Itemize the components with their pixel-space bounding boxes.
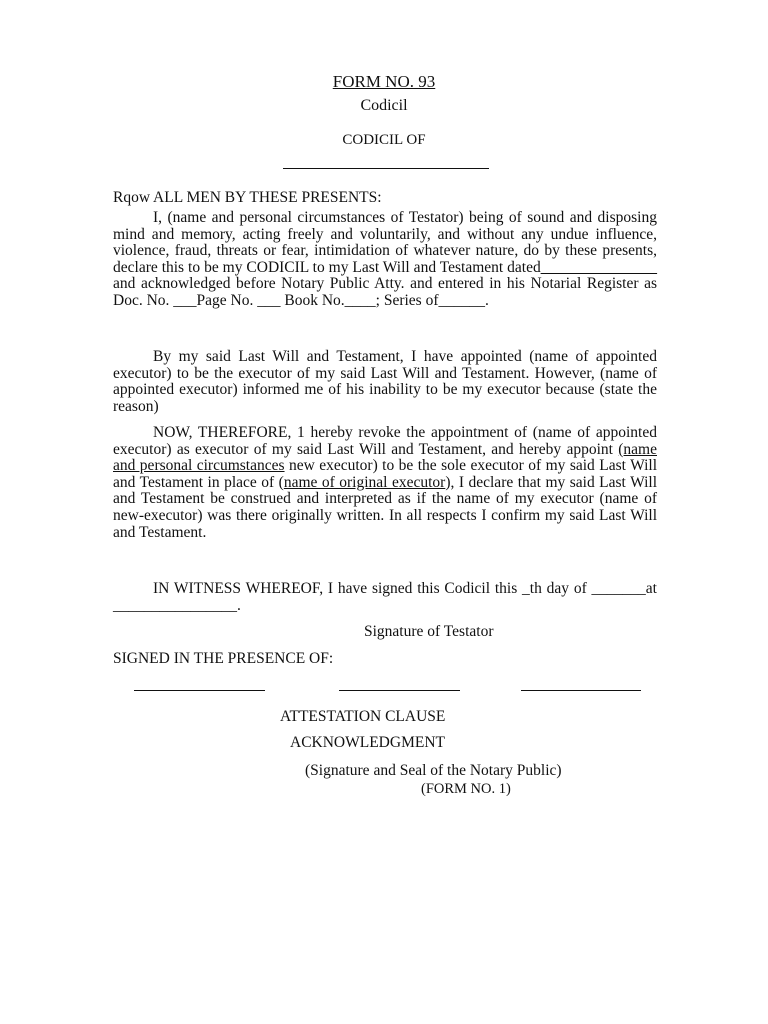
paragraph-appointment: By my said Last Will and Testament, I have appointed (name of appointed executor) to be the executor of my said Last Will and Testament. However, (name of appointed executor) informed me of his inability to be my executor because (state the reason) [113, 348, 657, 415]
witness-signature-line-3 [521, 690, 641, 691]
codicil-name-blank-line [283, 168, 489, 169]
greeting-line: Rqow ALL MEN BY THESE PRESENTS: [113, 189, 382, 206]
new-executor-underlined: (name and personal circumstances [113, 440, 657, 475]
notary-signature-label: (Signature and Seal of the Notary Public) [305, 762, 562, 779]
signed-in-presence-label: SIGNED IN THE PRESENCE OF: [113, 650, 334, 667]
paragraph-revocation [113, 425, 657, 541]
acknowledgment-heading: ACKNOWLEDGMENT [290, 734, 445, 751]
doc-no-blank: ___ [173, 291, 197, 309]
revocation-text-1: NOW, THEREFORE, 1 hereby revoke the appointment of (name of appointed executor) as executor of my said Last Will and Testament, and hereby appoint [113, 424, 657, 458]
form-number-heading: FORM NO. 93 [332, 72, 436, 91]
attestation-clause-heading: ATTESTATION CLAUSE [280, 708, 446, 725]
paragraph-declaration [113, 210, 657, 310]
revocation-text-2: new executor) to be the sole executor of my said Last Will and Testament in place of ( [113, 457, 657, 491]
codicil-of-heading: CODICIL OF [342, 132, 426, 148]
declaration-text-2: and acknowledged before Notary Public Atty. and entered in his Notarial Register as Doc. No. [113, 275, 657, 309]
form-subtitle: Codicil [360, 97, 408, 114]
revocation-text-3: ), I declare that my said Last Will and Testament be construed and interpreted as if the name of my executor (name of new-executor) was there originally written. In all respects I confirm my said Last Will and Testament. [113, 473, 657, 541]
declaration-text-1: I, (name and personal circumstances of Testator) being of sound and disposing mind and memory, acting freely and voluntarily, and without any undue influence, violence, fraud, threats or fear, intimidation of whatever nature, do by these presents, declare this to be my CODICIL to my Last Will and Testament dated [113, 209, 657, 276]
witness-signature-line-2 [339, 690, 460, 691]
original-executor-underlined: name of original executor [283, 473, 446, 491]
paragraph-witness: IN WITNESS WHEREOF, I have signed this Codicil this _th day of _______at ________________. [113, 580, 657, 614]
declaration-text-3: Page No. ___ Book No.____; Series of______. [196, 291, 489, 309]
testator-signature-label: Signature of Testator [364, 623, 494, 640]
form-reference: (FORM NO. 1) [421, 781, 511, 797]
date-blank: _______________ [540, 258, 657, 276]
witness-signature-line-1 [134, 690, 265, 691]
